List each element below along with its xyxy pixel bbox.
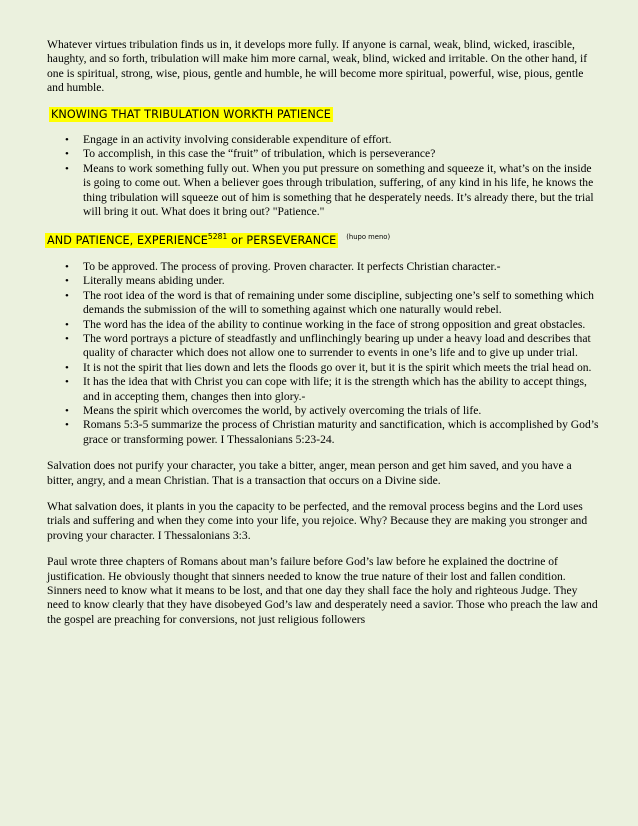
bullet-icon: • — [65, 332, 69, 345]
bullet-icon: • — [65, 162, 69, 175]
list-item: • Literally means abiding under. — [65, 274, 225, 288]
paragraph-paul-romans: Paul wrote three chapters of Romans about man’s failure before God’s law before he explained the doctrine of justification. He obviously thought that sinners needed to know the true nature of their lost and fallen condition. Sinners need to know what it means to be lost, and that one day they shall face the holy and righteous Judge. They need to know clearly that they have disobeyed God’s law and desperately need a savior. Those who preach the law and the gospel are preaching for conversions, not just religious followers — [47, 555, 598, 626]
bullet-icon: • — [65, 318, 69, 331]
list-item: • Romans 5:3-5 summarize the process of Christian maturity and sanctification, which is accomplished by God’s grace or transforming power. I Thessalonians 5:23-24. — [65, 418, 599, 446]
heading-2-wrap — [45, 230, 599, 248]
list-item: • To be approved. The process of proving. Proven character. It perfects Christian character.- — [65, 259, 501, 273]
paragraph-salvation-character: Salvation does not purify your character, you take a bitter, anger, mean person and get him saved, and you have a bitter, angry, and a mean Christian. That is a transaction that occurs on a Divine side. — [47, 459, 572, 487]
section-heading-patience-experience: AND PATIENCE, EXPERIENCE$^{5281}$ or PERSEVERANCE — [47, 232, 337, 248]
list-item: • Engage in an activity involving considerable expenditure of effort. — [65, 133, 392, 147]
heading-1-wrap — [49, 107, 599, 122]
bullet-icon: • — [65, 404, 69, 417]
bullet-icon: • — [65, 289, 69, 302]
bullet-icon: • — [65, 148, 69, 161]
bullet-list-1 — [65, 133, 599, 219]
page-content — [47, 38, 599, 627]
list-item: • Means the spirit which overcomes the world, by actively overcoming the trials of life. — [65, 403, 482, 417]
bullet-icon: • — [65, 376, 69, 389]
greek-term-note: (hupo meno) — [346, 233, 391, 242]
strongs-reference: 5281 — [207, 232, 228, 242]
bullet-icon: • — [65, 260, 69, 273]
bullet-list-2 — [65, 260, 599, 447]
bullet-icon: • — [65, 419, 69, 432]
list-item: • To accomplish, in this case the “fruit” of tribulation, which is perseverance? — [65, 147, 436, 161]
list-item: • It is not the spirit that lies down and lets the floods go over it, but it is the spirit which meets the trial head on. — [65, 360, 592, 374]
bullet-icon: • — [65, 275, 69, 288]
paragraph-salvation-perfected: What salvation does, it plants in you the capacity to be perfected, and the removal process begins and the Lord uses trials and suffering and when they come into your life, you rejoice. Why? Because they are making you stronger and proving your character. I Thessalonians 3:3. — [47, 499, 588, 542]
list-item: • The word has the idea of the ability to continue working in the face of strong opposition and great obstacles. — [65, 317, 586, 331]
bullet-icon: • — [65, 134, 69, 147]
section-heading-tribulation-patience: KNOWING THAT TRIBULATION WORKTH PATIENCE — [51, 107, 331, 121]
list-item: • The word portrays a picture of steadfastly and unflinchingly bearing up under a heavy load and describes that quality of character which does not allow one to surrender to events in one’s life and to give up under trial. — [65, 331, 591, 360]
list-item: • The root idea of the word is that of remaining under some discipline, subjecting one’s self to something which demands the submission of the will to something against which one naturally would rebel. — [65, 288, 594, 317]
list-item: • Means to work something fully out. When you put pressure on something and squeeze it, what’s on the inside is going to come out. When a believer goes through tribulation, suffering, of any kind in his life, he knows the thing tribulation will squeeze out of him is something that he desperately needs. It’s already there, but the trial will bring it out. What does it bring out? "Patience." — [65, 161, 594, 219]
bullet-icon: • — [65, 361, 69, 374]
intro-paragraph: Whatever virtues tribulation finds us in, it develops more fully. If anyone is carnal, weak, blind, wicked, irascible, haughty, and so forth, tribulation will make him more carnal, weak, blind, wicked and irritable. On the other hand, if one is spiritual, strong, wise, pious, gentle and humble, he will become more spiritual, powerful, wise, pious, gentle and humble. — [47, 38, 588, 95]
list-item: • It has the idea that with Christ you can cope with life; it is the strength which has the ability to accept things, and in accepting them, changes then into glory.- — [65, 375, 587, 403]
